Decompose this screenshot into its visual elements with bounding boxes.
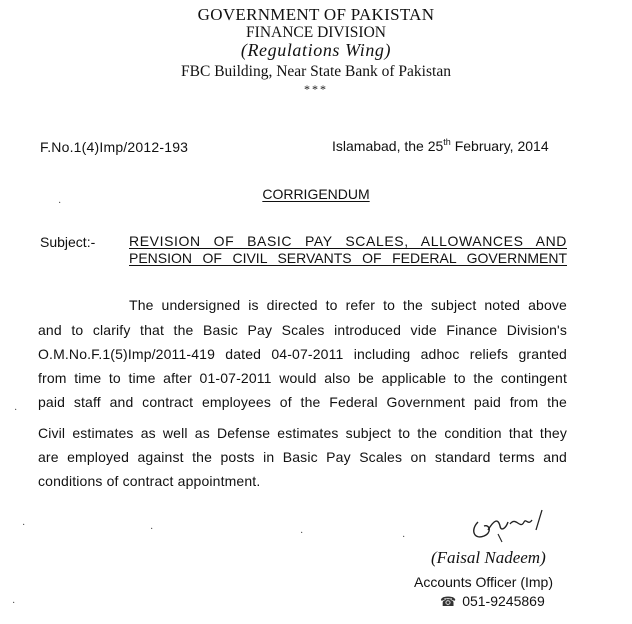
handwritten-signature xyxy=(468,500,578,548)
telephone-icon: ☎ xyxy=(440,594,457,609)
signatory-designation: Accounts Officer (Imp) xyxy=(414,574,554,590)
date-line xyxy=(332,138,549,154)
header-wing: (Regulations Wing) xyxy=(240,40,392,60)
subject-label: Subject:- xyxy=(40,234,96,250)
subject-line-2: PENSION OF CIVIL SERVANTS OF FEDERAL GOVERNMENT xyxy=(129,250,567,266)
date-suffix: th xyxy=(443,137,451,147)
body-line-2: and to clarify that the Basic Pay Scales introduced vide Finance Division's xyxy=(38,322,567,338)
signatory-name: (Faisal Nadeem) xyxy=(431,548,546,567)
document-title: CORRIGENDUM xyxy=(262,186,370,202)
phone-row xyxy=(440,593,545,610)
scan-speck: · xyxy=(402,532,406,543)
scan-speck: · xyxy=(58,198,62,209)
body-line-3: O.M.No.F.1(5)Imp/2011-419 dated 04-07-2011 including adhoc reliefs granted xyxy=(38,346,567,362)
scan-speck: · xyxy=(12,598,16,609)
phone-number: 051-9245869 xyxy=(462,593,545,609)
header-government: GOVERNMENT OF PAKISTAN xyxy=(197,5,435,24)
scan-speck: · xyxy=(150,524,154,535)
scan-speck: · xyxy=(300,528,304,539)
date-rest: February, 2014 xyxy=(450,138,549,154)
scan-speck: · xyxy=(14,405,18,416)
file-number: F.No.1(4)Imp/2012-193 xyxy=(40,139,189,155)
subject-line-1: REVISION OF BASIC PAY SCALES, ALLOWANCES AND xyxy=(129,233,567,249)
body-line-6: Civil estimates as well as Defense estimates subject to the condition that they xyxy=(38,425,567,441)
header-division: FINANCE DIVISION xyxy=(246,24,386,41)
header-address: FBC Building, Near State Bank of Pakistan xyxy=(181,63,451,80)
body-line-4: from time to time after 01-07-2011 would also be applicable to the contingent xyxy=(38,370,567,386)
header-separator: *** xyxy=(304,82,328,96)
body-line-7: are employed against the posts in Basic Pay Scales on standard terms and xyxy=(38,449,567,465)
date-prefix: Islamabad, the 25 xyxy=(332,138,444,154)
body-line-1: The undersigned is directed to refer to the subject noted above xyxy=(129,297,567,313)
scan-speck: · xyxy=(22,520,26,531)
body-line-5: paid staff and contract employees of the Federal Government paid from the xyxy=(38,394,567,410)
body-line-8: conditions of contract appointment. xyxy=(38,473,261,489)
